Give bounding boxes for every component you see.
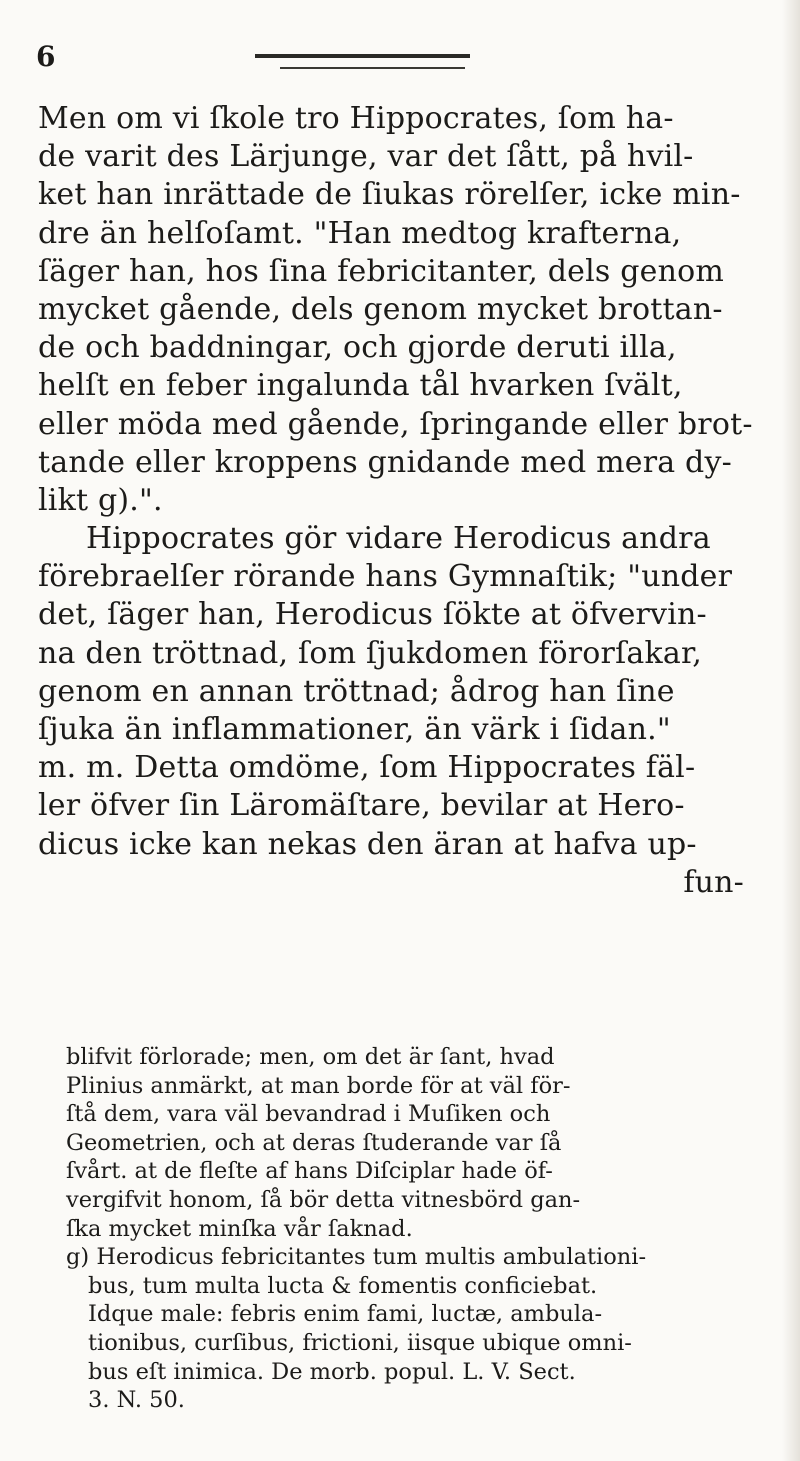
footnote-line: bus, tum multa lucta & fomentis conficiebat. <box>88 1272 598 1299</box>
text-line: genom en annan tröttnad; ådrog han ſine <box>38 673 675 709</box>
text-line: m. m. Detta omdöme, ſom Hippocrates fäl- <box>38 750 696 786</box>
footnotes <box>66 1043 780 1415</box>
footnote-line: tionibus, curſibus, frictioni, iisque ubique omni- <box>88 1329 632 1356</box>
text-line: ket han inrättade de ſiukas rörelſer, icke min- <box>38 177 741 213</box>
text-line: helſt en feber ingalunda tål hvarken ſvält, <box>38 368 683 404</box>
footnote-line: ſtå dem, vara väl bevandrad i Muſiken och <box>66 1101 551 1128</box>
text-line: tande eller kroppens gnidande med mera dy- <box>38 444 732 480</box>
page-number: 6 <box>36 40 56 73</box>
page-edge-shadow <box>782 0 800 1461</box>
text-line: dre än helſoſamt. "Han medtog krafterna, <box>38 215 682 251</box>
footnote-line: ſvårt. at de fleſte af hans Diſciplar hade öf- <box>66 1158 553 1185</box>
text-line: Men om vi ſkole tro Hippocrates, ſom ha- <box>38 101 674 136</box>
text-line: förebraelſer rörande hans Gymnaſtik; "under <box>38 559 733 595</box>
text-line: ſäger han, hos ſina febricitanter, dels genom <box>38 253 725 289</box>
text-line: na den tröttnad, ſom ſjukdomen förorſakar, <box>38 635 702 671</box>
text-line: eller möda med gående, ſpringande eller brot- <box>38 406 753 442</box>
footnote-g-start: g) Herodicus febricitantes tum multis ambulationi- <box>66 1244 647 1271</box>
text-line: det, ſäger han, Herodicus ſökte at öfvervin- <box>38 597 707 633</box>
text-line: mycket gående, dels genom mycket brottan- <box>38 291 723 327</box>
footnote-line: ſka mycket minſka vår ſaknad. <box>66 1215 413 1242</box>
text-line: ſjuka än inflammationer, än värk i ſidan." <box>38 712 671 747</box>
text-line: ler öfver ſin Läromäſtare, bevilar at Hero- <box>38 788 685 824</box>
text-line: likt g).". <box>38 482 163 518</box>
footnote-line: Geometrien, och at deras ſtuderande var ſå <box>66 1129 562 1156</box>
text-line: dicus icke kan nekas den äran at hafva up- <box>38 826 697 862</box>
header-rule <box>255 54 470 58</box>
paragraph-start: Hippocrates gör vidare Herodicus andra <box>86 521 711 557</box>
header-rule-thin <box>280 67 465 69</box>
footnote-line: Idque male: febris enim fami, luctæ, ambula- <box>88 1301 603 1328</box>
footnote-line: blifvit förlorade; men, om det är ſant, hvad <box>66 1044 555 1070</box>
catchword: fun- <box>683 864 744 900</box>
main-text <box>38 100 778 902</box>
text-line: de varit des Lärjunge, var det ſått, på hvil- <box>38 139 694 175</box>
footnote-line: bus eſt inimica. De morb. popul. L. V. Sect. <box>88 1358 576 1385</box>
text-line: de och baddningar, och gjorde deruti illa, <box>38 330 677 366</box>
footnote-line: vergifvit honom, ſå bör detta vitnesbörd gan- <box>66 1186 581 1213</box>
footnote-line: Plinius anmärkt, at man borde för at väl för- <box>66 1072 571 1099</box>
footnote-line: 3. N. 50. <box>88 1387 185 1414</box>
